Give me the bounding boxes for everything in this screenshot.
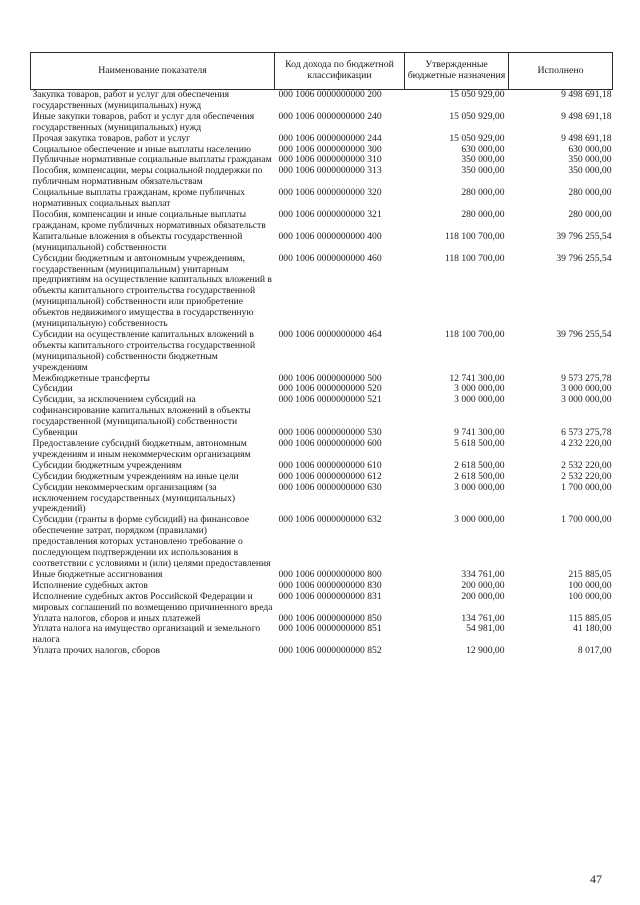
row-name: Уплата налогов, сборов и иных платежей xyxy=(32,612,201,624)
row-code: 000 1006 0000000000 851 xyxy=(278,623,382,635)
header-approved-assignments: Утвержденные бюджетные назначения xyxy=(405,53,509,90)
row-name: Иные бюджетные ассигнования xyxy=(32,568,163,580)
row-code: 000 1006 0000000000 612 xyxy=(278,470,382,482)
row-code: 000 1006 0000000000 850 xyxy=(278,612,382,624)
table-row xyxy=(31,472,613,483)
row-code: 000 1006 0000000000 600 xyxy=(278,438,382,449)
row-executed: 280 000,00 xyxy=(568,208,612,220)
page-number: 47 xyxy=(590,872,602,886)
row-executed: 1 700 000,00 xyxy=(561,481,612,493)
table-row xyxy=(31,624,613,646)
row-code: 000 1006 0000000000 244 xyxy=(278,132,382,144)
row-approved: 5 618 500,00 xyxy=(454,438,505,449)
row-name: Иные закупки товаров, работ и услуг для обеспечения государственных (муниципальных) нужд xyxy=(32,110,255,133)
table-row xyxy=(31,646,613,657)
row-code: 000 1006 0000000000 400 xyxy=(278,230,382,242)
row-approved: 15 050 929,00 xyxy=(449,89,505,100)
table-row xyxy=(31,254,613,330)
row-name: Субсидии бюджетным и автономным учреждениям, государственным (муниципальным) унитарным предприятиям на осуществление капитальных вложений в объекты капитального строительства государственной (муниципальной) собственности или приобретение объектов недвижимого имущества в государственную (муниципальную) собственность xyxy=(32,252,272,330)
row-approved: 280 000,00 xyxy=(461,187,505,199)
row-name: Уплата налога на имущество организаций и земельного налога xyxy=(32,623,261,646)
table-row xyxy=(31,210,613,232)
row-approved: 118 100 700,00 xyxy=(444,252,505,264)
table-row xyxy=(31,90,613,112)
row-executed: 9 498 691,18 xyxy=(561,110,612,122)
row-code: 000 1006 0000000000 310 xyxy=(278,154,382,166)
row-approved: 12 741 300,00 xyxy=(449,372,505,384)
row-executed: 8 017,00 xyxy=(577,645,612,657)
row-code: 000 1006 0000000000 831 xyxy=(278,590,382,602)
row-code: 000 1006 0000000000 500 xyxy=(278,372,382,384)
row-name: Субсидии бюджетным учреждениям xyxy=(32,459,182,471)
header-executed: Исполнено xyxy=(509,53,613,90)
row-approved: 630 000,00 xyxy=(461,143,505,155)
row-executed: 41 180,00 xyxy=(573,623,612,635)
row-name: Пособия, компенсации, меры социальной поддержки по публичным нормативным обязательствам xyxy=(32,165,263,188)
row-code: 000 1006 0000000000 321 xyxy=(278,208,382,220)
row-code: 000 1006 0000000000 630 xyxy=(278,481,382,493)
row-name: Публичные нормативные социальные выплаты гражданам xyxy=(32,154,272,166)
table-row xyxy=(31,188,613,210)
row-name: Субсидии, за исключением субсидий на софинансирование капитальных вложений в объекты государственной (муниципальной) собственности xyxy=(32,394,251,428)
row-name: Прочая закупка товаров, работ и услуг xyxy=(32,132,191,144)
row-executed: 2 532 220,00 xyxy=(561,459,612,471)
row-name: Субсидии бюджетным учреждениям на иные цели xyxy=(32,470,239,482)
row-code: 000 1006 0000000000 320 xyxy=(278,187,382,199)
row-approved: 9 741 300,00 xyxy=(454,427,505,439)
row-code: 000 1006 0000000000 521 xyxy=(278,394,382,406)
row-approved: 350 000,00 xyxy=(461,154,505,166)
row-executed: 350 000,00 xyxy=(568,154,612,166)
row-executed: 9 498 691,18 xyxy=(561,132,612,144)
table-row xyxy=(31,330,613,374)
row-code: 000 1006 0000000000 520 xyxy=(278,383,382,395)
row-executed: 39 796 255,54 xyxy=(556,230,612,242)
table-row xyxy=(31,112,613,134)
row-name: Уплата прочих налогов, сборов xyxy=(32,645,161,657)
row-executed: 1 700 000,00 xyxy=(561,514,612,526)
row-executed: 9 573 275,78 xyxy=(561,372,612,384)
row-executed: 39 796 255,54 xyxy=(556,252,612,264)
row-executed: 215 885,05 xyxy=(568,568,612,580)
table-row xyxy=(31,134,613,145)
row-code: 000 1006 0000000000 200 xyxy=(278,89,382,100)
row-code: 000 1006 0000000000 460 xyxy=(278,252,382,264)
row-approved: 12 900,00 xyxy=(466,645,505,657)
budget-report-table xyxy=(30,52,613,657)
row-code: 000 1006 0000000000 313 xyxy=(278,165,382,177)
row-executed: 100 000,00 xyxy=(568,579,612,591)
table-body xyxy=(31,90,613,658)
row-code: 000 1006 0000000000 300 xyxy=(278,143,382,155)
row-name: Социальные выплаты гражданам, кроме публичных нормативных социальных выплат xyxy=(32,187,246,210)
row-code: 000 1006 0000000000 464 xyxy=(278,328,382,340)
table-row xyxy=(31,395,613,428)
row-code: 000 1006 0000000000 632 xyxy=(278,514,382,526)
row-approved: 15 050 929,00 xyxy=(449,132,505,144)
row-name: Закупка товаров, работ и услуг для обеспечения государственных (муниципальных) нужд xyxy=(32,89,230,111)
row-approved: 2 618 500,00 xyxy=(454,470,505,482)
table-row xyxy=(31,515,613,570)
row-approved: 134 761,00 xyxy=(461,612,505,624)
table-row xyxy=(31,439,613,461)
row-approved: 3 000 000,00 xyxy=(454,514,505,526)
row-name: Субсидии (гранты в форме субсидий) на финансовое обеспечение затрат, порядком (правилами) предоставления которых установлено требование о последующем подтверждении их использования в соответствии с условиями и (или) целями предоставления xyxy=(32,514,271,569)
table-row xyxy=(31,232,613,254)
row-name: Субвенции xyxy=(32,427,78,439)
row-name: Исполнение судебных актов Российской Федерации и мировых соглашений по возмещению причиненного вреда xyxy=(32,590,273,613)
row-executed: 115 885,05 xyxy=(568,612,612,624)
row-name: Социальное обеспечение и иные выплаты населению xyxy=(32,143,251,155)
row-approved: 280 000,00 xyxy=(461,208,505,220)
row-approved: 200 000,00 xyxy=(461,590,505,602)
row-approved: 3 000 000,00 xyxy=(454,383,505,395)
row-approved: 350 000,00 xyxy=(461,165,505,177)
row-name: Субсидии некоммерческим организациям (за исключением государственных (муниципальных) учреждений) xyxy=(32,481,236,515)
row-executed: 630 000,00 xyxy=(568,143,612,155)
row-executed: 3 000 000,00 xyxy=(561,383,612,395)
row-approved: 2 618 500,00 xyxy=(454,459,505,471)
row-name: Предоставление субсидий бюджетным, автономным учреждениям и иным некоммерческим организациям xyxy=(32,438,251,460)
row-approved: 54 981,00 xyxy=(466,623,505,635)
row-approved: 200 000,00 xyxy=(461,579,505,591)
row-approved: 118 100 700,00 xyxy=(444,230,505,242)
row-code: 000 1006 0000000000 800 xyxy=(278,568,382,580)
row-approved: 334 761,00 xyxy=(461,568,505,580)
row-approved: 3 000 000,00 xyxy=(454,481,505,493)
row-executed: 100 000,00 xyxy=(568,590,612,602)
header-indicator-name: Наименование показателя xyxy=(31,53,275,90)
row-name: Капитальные вложения в объекты государственной (муниципальной) собственности xyxy=(32,230,243,253)
row-name: Межбюджетные трансферты xyxy=(32,372,150,384)
row-executed: 3 000 000,00 xyxy=(561,394,612,406)
table-row xyxy=(31,483,613,516)
row-executed: 2 532 220,00 xyxy=(561,470,612,482)
row-executed: 9 498 691,18 xyxy=(561,89,612,100)
row-name: Исполнение судебных актов xyxy=(32,579,148,591)
row-code: 000 1006 0000000000 852 xyxy=(278,645,382,657)
header-income-code: Код дохода по бюджетной классификации xyxy=(275,53,405,90)
row-approved: 118 100 700,00 xyxy=(444,328,505,340)
row-executed: 6 573 275,78 xyxy=(561,427,612,439)
header-row xyxy=(31,53,613,90)
table-header xyxy=(31,53,613,90)
table-row xyxy=(31,592,613,614)
row-name: Субсидии xyxy=(32,383,73,395)
row-code: 000 1006 0000000000 830 xyxy=(278,579,382,591)
row-executed: 4 232 220,00 xyxy=(561,438,612,449)
row-name: Пособия, компенсации и иные социальные выплаты гражданам, кроме публичных нормативных обязательств xyxy=(32,208,266,231)
row-executed: 39 796 255,54 xyxy=(556,328,612,340)
row-approved: 3 000 000,00 xyxy=(454,394,505,406)
table-row xyxy=(31,166,613,188)
row-name: Субсидии на осуществление капитальных вложений в объекты капитального строительства государственной (муниципальной) собственности бюджетным учреждениям xyxy=(32,328,256,373)
row-code: 000 1006 0000000000 530 xyxy=(278,427,382,439)
row-executed: 280 000,00 xyxy=(568,187,612,199)
row-executed: 350 000,00 xyxy=(568,165,612,177)
row-approved: 15 050 929,00 xyxy=(449,110,505,122)
row-code: 000 1006 0000000000 610 xyxy=(278,459,382,471)
row-code: 000 1006 0000000000 240 xyxy=(278,110,382,122)
